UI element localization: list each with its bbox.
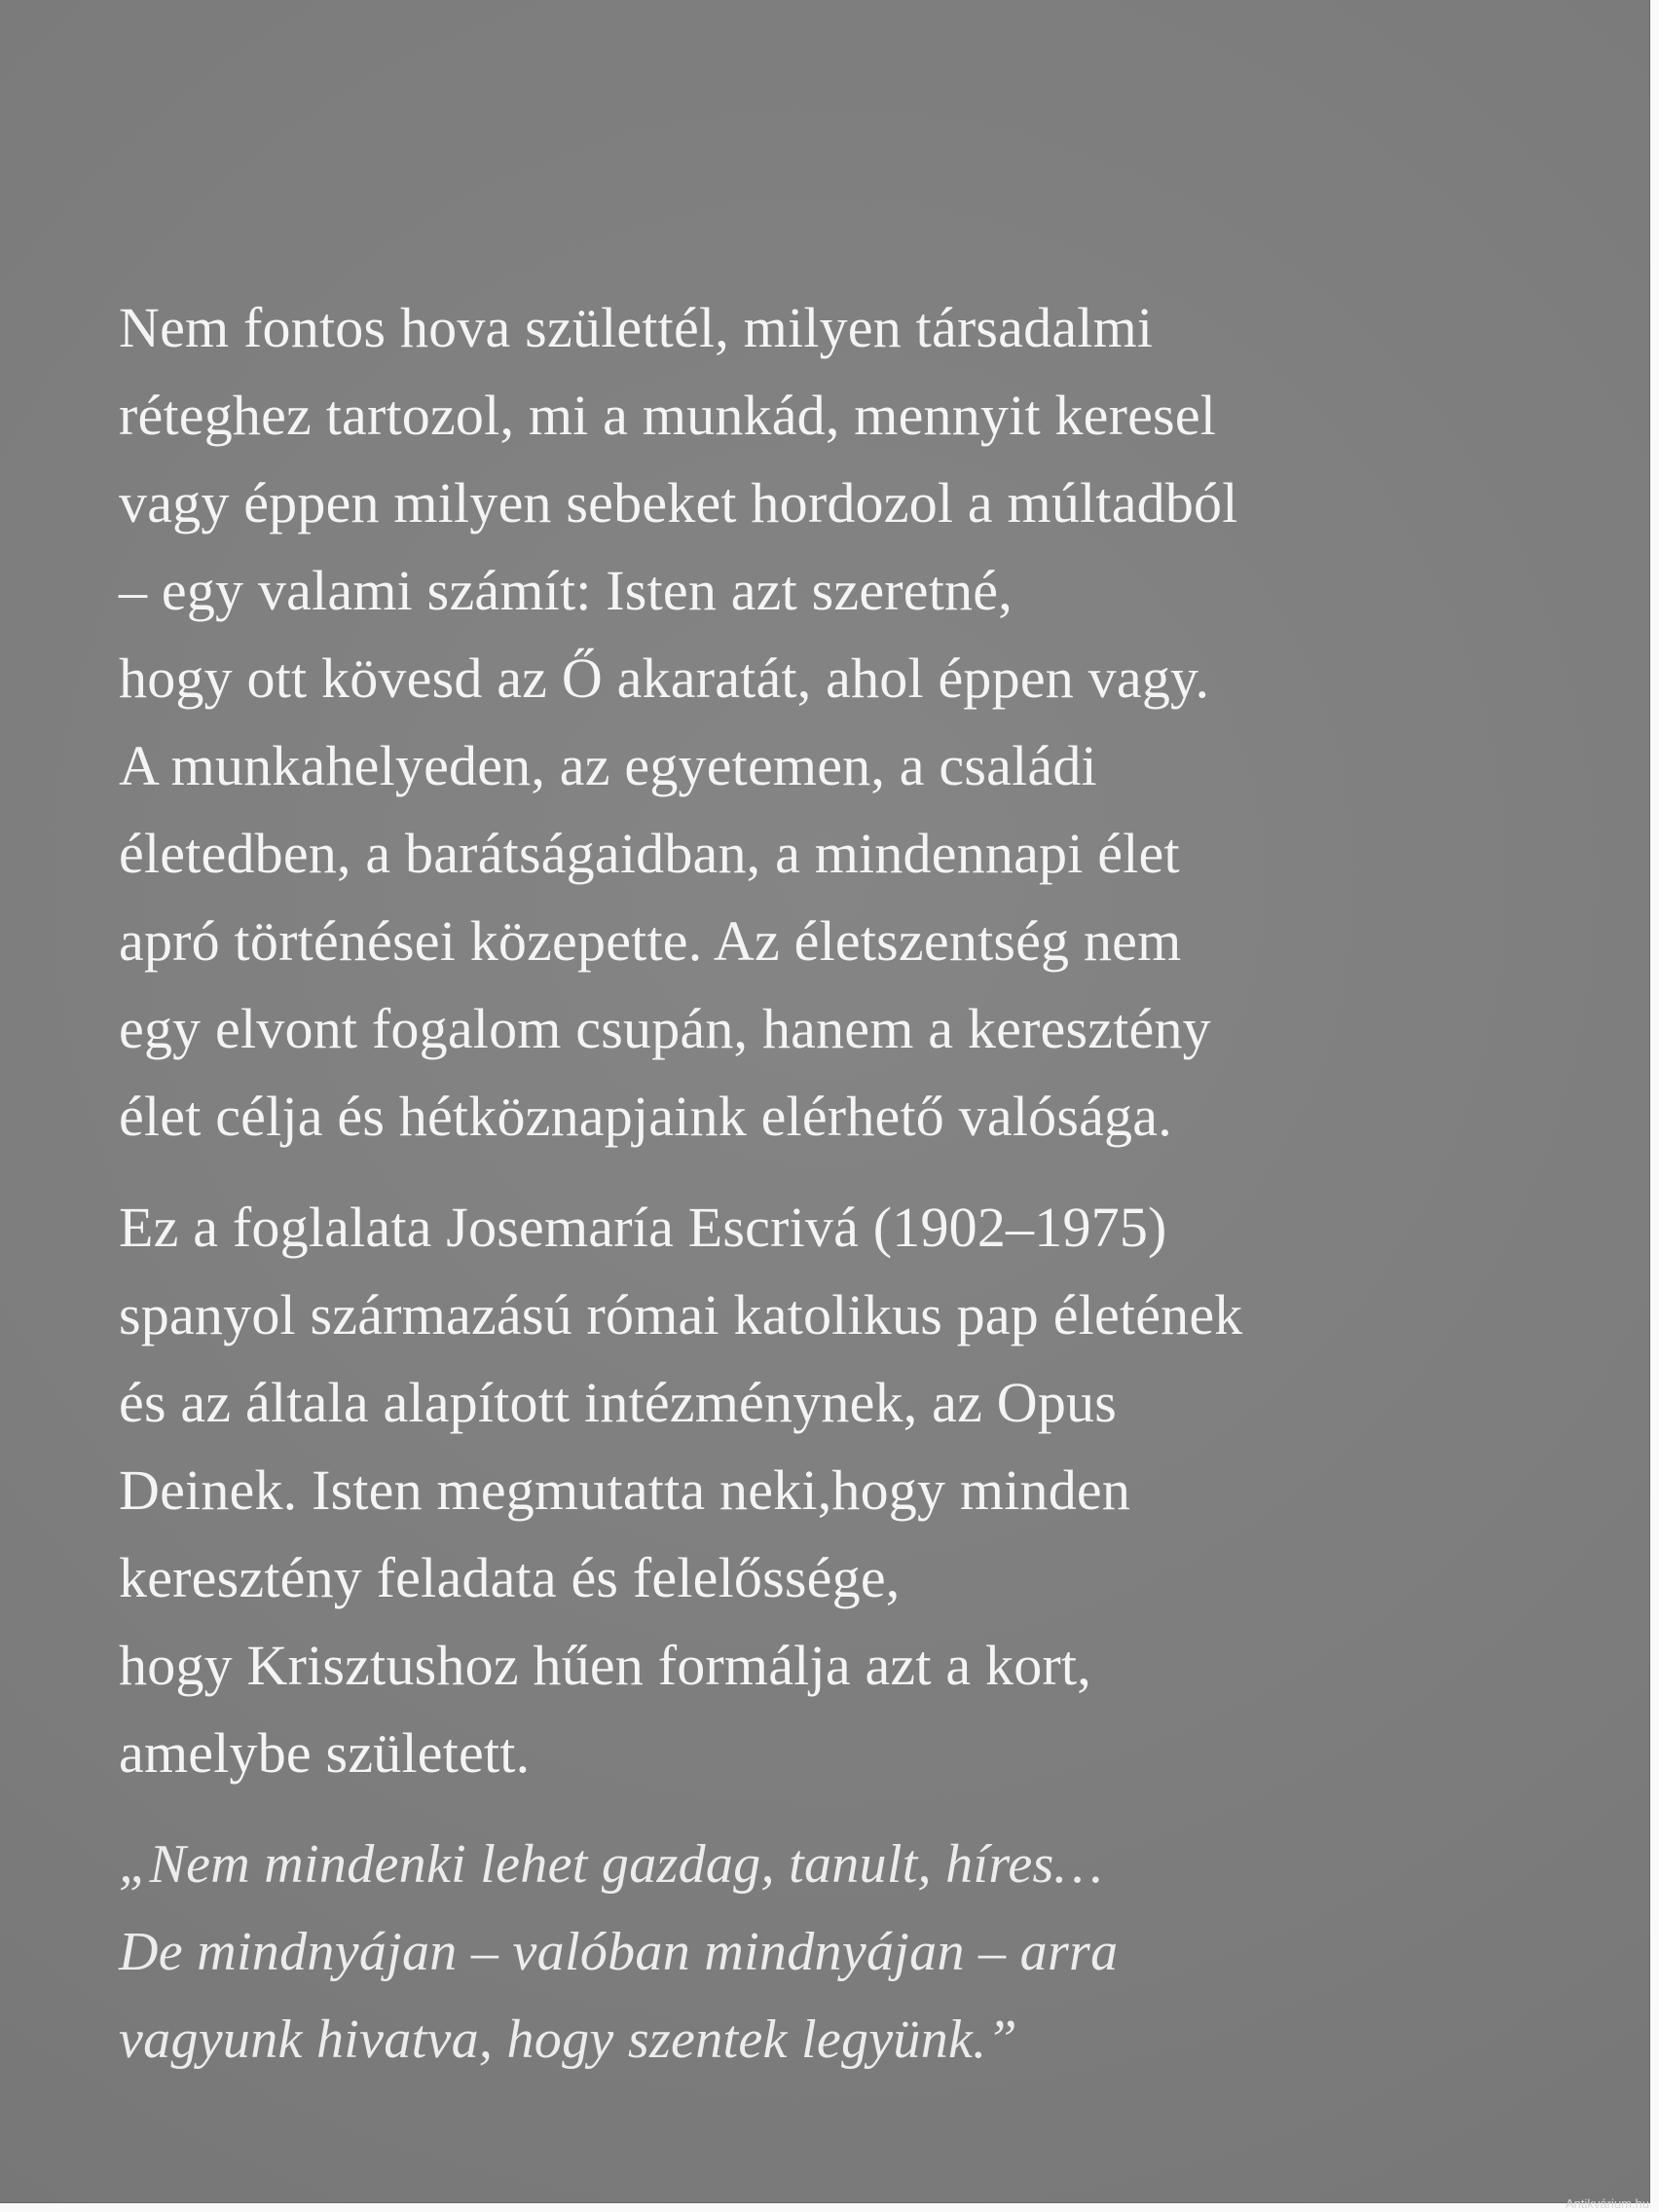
text-line: A munkahelyeden, az egyetemen, a családi xyxy=(119,734,1097,797)
paragraph-intro xyxy=(119,284,1560,1161)
text-line: hogy Krisztushoz hűen formálja azt a kort, xyxy=(119,1634,1091,1697)
text-line: hogy ott kövesd az Ő akaratát, ahol éppen vagy. xyxy=(119,646,1210,710)
quote-line: De mindnyájan – valóban mindnyájan – arra xyxy=(119,1922,1119,1982)
text-line: Nem fontos hova születtél, milyen társadalmi xyxy=(119,296,1154,359)
watermark: Antikvárium.hu xyxy=(1566,2196,1649,2211)
paragraph-escriva xyxy=(119,1184,1560,1797)
quotation xyxy=(119,1821,1560,2083)
quote-line: „Nem mindenki lehet gazdag, tanult, híres… xyxy=(119,1834,1103,1895)
text-line: réteghez tartozol, mi a munkád, mennyit keresel xyxy=(119,384,1217,447)
text-line: Ez a foglalata Josemaría Escrivá (1902–1975) xyxy=(119,1196,1167,1259)
text-line: keresztény feladata és felelőssége, xyxy=(119,1546,901,1609)
text-line: egy elvont fogalom csupán, hanem a keresztény xyxy=(119,997,1211,1060)
text-line: amelybe született. xyxy=(119,1721,531,1785)
text-line: Deinek. Isten megmutatta neki,hogy minden xyxy=(119,1458,1131,1522)
blurb-text xyxy=(119,284,1560,2083)
text-line: spanyol származású római katolikus pap életének xyxy=(119,1283,1243,1346)
text-line: apró történései közepette. Az életszentség nem xyxy=(119,909,1182,973)
text-line: élet célja és hétköznapjaink elérhető valósága. xyxy=(119,1085,1172,1148)
text-line: életedben, a barátságaidban, a mindennapi élet xyxy=(119,822,1180,885)
text-line: és az általa alapított intézménynek, az Opus xyxy=(119,1371,1117,1434)
quote-line: vagyunk hivatva, hogy szentek legyünk.” xyxy=(119,2009,1017,2070)
text-line: – egy valami számít: Isten azt szeretné, xyxy=(119,559,1013,622)
text-line: vagy éppen milyen sebeket hordozol a múltadból xyxy=(119,471,1238,535)
